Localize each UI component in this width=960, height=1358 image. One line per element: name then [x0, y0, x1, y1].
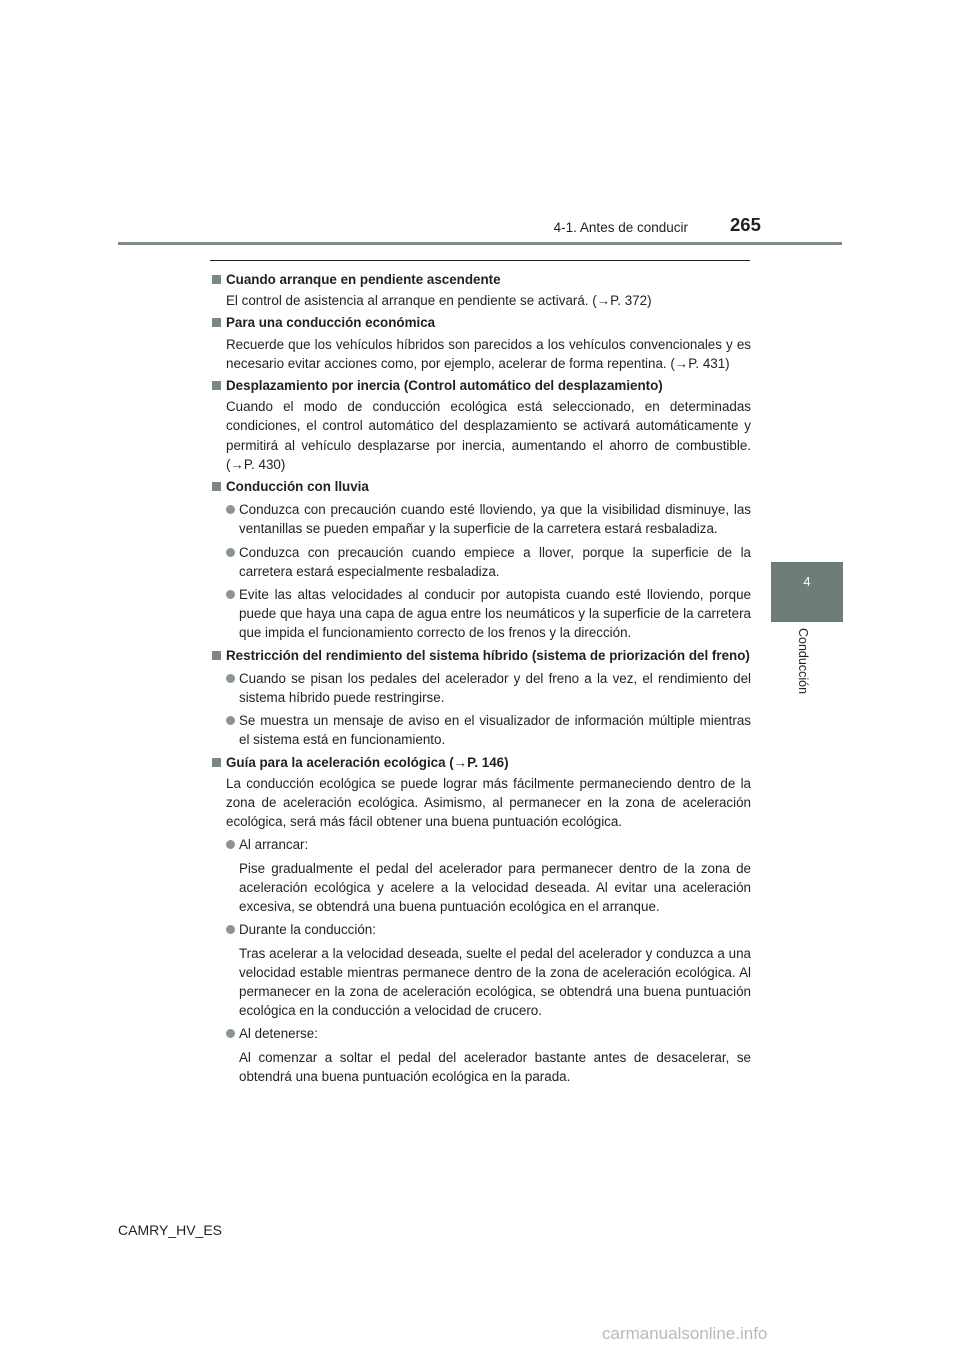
bullet-item [210, 711, 751, 749]
bullet-subtext: Al comenzar a soltar el pedal del acelerador bastante antes de desacelerar, se obtendrá una buena puntuación ecológica en la parada. [239, 1049, 751, 1084]
section-body: Cuando el modo de conducción ecológica está seleccionado, en determinadas condiciones, el control automático del desplazamiento se activará automáticamente y permitirá al vehículo desplazarse por inercia, aumentando el ahorro de combustible. (→P. 430) [226, 399, 751, 472]
circle-bullet-icon [226, 1029, 235, 1038]
circle-bullet-icon [226, 840, 235, 849]
bullet-text: Evite las altas velocidades al conducir por autopista cuando esté lloviendo, porque puede que haya una capa de agua entre los neumáticos y la superficie de la carretera que impida el funcionamiento correcto de los frenos y la dirección. [239, 587, 751, 641]
bullet-item [210, 669, 751, 707]
circle-bullet-icon [226, 590, 235, 599]
section-economic-driving [210, 313, 751, 373]
bullet-subtext: Tras acelerar a la velocidad deseada, suelte el pedal del acelerador y conduzca a una velocidad estable mientras permanece dentro de la zona de aceleración ecológica. Al permanecer en la zona de aceleración ecológica, se obtendrá una buena puntuación ecológica en la conducción a velocidad de crucero. [239, 945, 751, 1019]
section-hybrid-restriction [210, 646, 751, 750]
circle-bullet-icon [226, 548, 235, 557]
section-body: La conducción ecológica se puede lograr más fácilmente permaneciendo dentro de la zona de aceleración ecológica. Asimismo, al permanecer en la zona de aceleración ecológica, será más fácil obtener una buena puntuación ecológica. [226, 775, 751, 830]
section-hill-start [210, 270, 751, 310]
bullet-item [210, 1024, 751, 1043]
section-rain-driving [210, 477, 751, 643]
square-bullet-icon [212, 651, 221, 660]
bullet-text: Al arrancar: [239, 837, 309, 853]
square-bullet-icon [212, 381, 221, 390]
section-title: Restricción del rendimiento del sistema híbrido (sistema de priorización del freno) [226, 647, 750, 663]
main-content [210, 267, 751, 1086]
chapter-label: Conducción [796, 628, 810, 695]
bullet-text: Al detenerse: [239, 1026, 318, 1042]
page-number: 265 [730, 214, 761, 235]
section-title: Desplazamiento por inercia (Control automático del desplazamiento) [226, 378, 663, 394]
square-bullet-icon [212, 482, 221, 491]
section-title: Cuando arranque en pendiente ascendente [226, 272, 501, 287]
bullet-item [210, 500, 751, 538]
square-bullet-icon [212, 758, 221, 767]
bullet-text: Se muestra un mensaje de aviso en el visualizador de información múltiple mientras el sistema está en funcionamiento. [239, 713, 751, 748]
bullet-text: Cuando se pisan los pedales del acelerador y del freno a la vez, el rendimiento del sistema híbrido puede restringirse. [239, 670, 751, 706]
section-body: El control de asistencia al arranque en pendiente se activará. (→P. 372) [226, 293, 652, 309]
bullet-item [210, 585, 751, 643]
bullet-subtext: Pise gradualmente el pedal del acelerador para permanecer dentro de la zona de aceleración ecológica y acelere a la velocidad deseada. Al evitar una aceleración excesiva, se obtendrá una buena puntuación ecológica en el arranque. [239, 860, 751, 915]
chapter-number: 4 [803, 574, 811, 589]
section-title: Guía para la aceleración ecológica (→P. 146) [226, 754, 509, 770]
chapter-tab [771, 562, 843, 622]
bullet-item [210, 920, 751, 939]
document-code: CAMRY_HV_ES [118, 1222, 223, 1238]
bullet-text: Conduzca con precaución cuando empiece a llover, porque la superficie de la carretera estará especialmente resbaladiza. [239, 544, 751, 579]
watermark: carmanualsonline.info [602, 1324, 768, 1343]
section-eco-acceleration [210, 753, 751, 1086]
content-rule [210, 260, 750, 261]
bullet-text: Durante la conducción: [239, 922, 376, 938]
section-coasting [210, 376, 751, 474]
section-header: 4-1. Antes de conducir [553, 220, 688, 235]
section-body: Recuerde que los vehículos híbridos son parecidos a los vehículos convencionales y es necesario evitar acciones como, por ejemplo, acelerar de forma repentina. (→P. 431) [226, 336, 751, 371]
circle-bullet-icon [226, 925, 235, 934]
circle-bullet-icon [226, 716, 235, 725]
circle-bullet-icon [226, 674, 235, 683]
bullet-item [210, 835, 751, 854]
header-rule [118, 242, 842, 245]
square-bullet-icon [212, 275, 221, 284]
section-title: Para una conducción económica [226, 315, 436, 331]
square-bullet-icon [212, 318, 221, 327]
bullet-item [210, 543, 751, 581]
circle-bullet-icon [226, 505, 235, 514]
section-title: Conducción con lluvia [226, 479, 369, 495]
bullet-text: Conduzca con precaución cuando esté lloviendo, ya que la visibilidad disminuye, las ventanillas se pueden empañar y la superficie de la carretera estará resbaladiza. [239, 502, 751, 537]
